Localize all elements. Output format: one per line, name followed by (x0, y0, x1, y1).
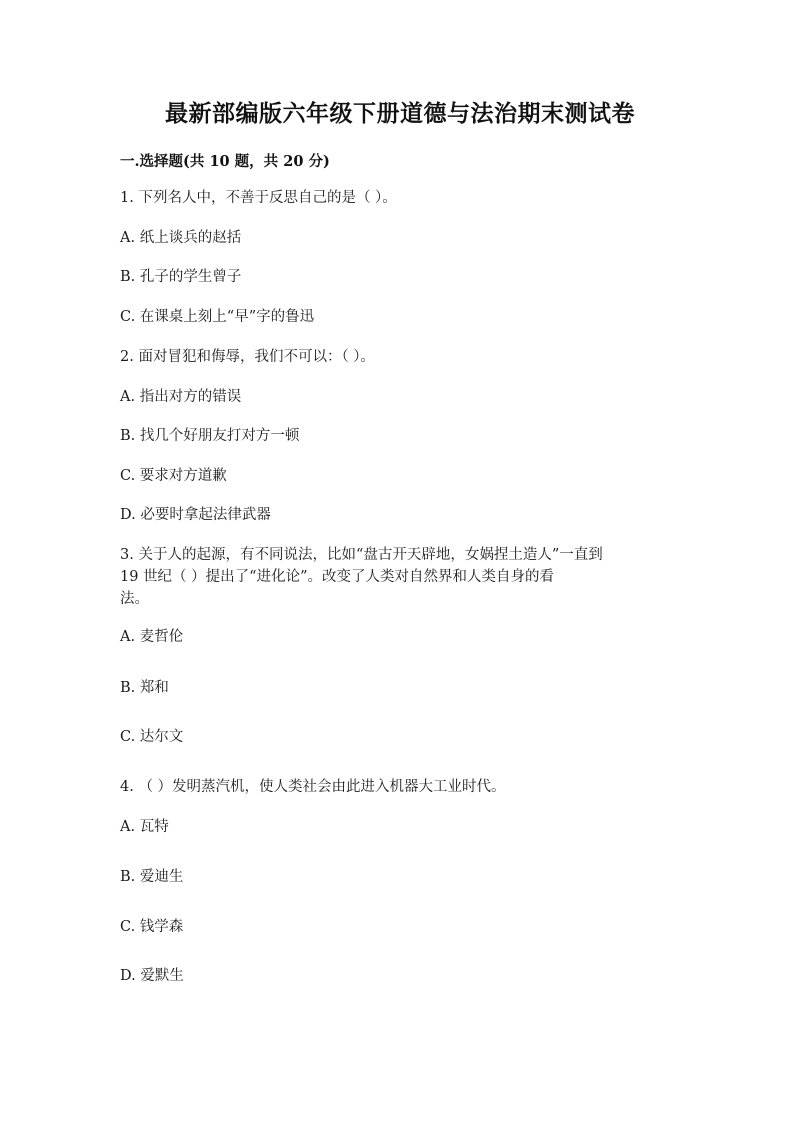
question-2-option-a: A. 指出对方的错误 (120, 389, 242, 405)
question-4-option-d: D. 爱默生 (120, 968, 184, 984)
question-3-option-b: B. 郑和 (120, 680, 169, 696)
question-1-stem: 1. 下列名人中，不善于反思自己的是（ ）。 (120, 190, 397, 206)
question-4-option-a: A. 瓦特 (120, 819, 169, 835)
question-2-option-b: B. 找几个好朋友打对方一顿 (120, 428, 300, 444)
question-3-option-a: A. 麦哲伦 (120, 629, 184, 645)
question-4-option-b: B. 爱迪生 (120, 869, 184, 885)
question-2-option-d: D. 必要时拿起法律武器 (120, 507, 271, 523)
question-1-option-c: C. 在课桌上刻上“早”字的鲁迅 (120, 309, 315, 325)
page-title: 最新部编版六年级下册道德与法治期末测试卷 (165, 100, 635, 127)
question-3-stem-line-1: 3. 关于人的起源，有不同说法，比如“盘古开天辟地，女娲捏土造人”一直到 (120, 547, 603, 563)
question-3-stem-line-2: 19 世纪（ ）提出了“进化论”。改变了人类对自然界和人类自身的看 (120, 569, 554, 585)
question-2-stem: 2. 面对冒犯和侮辱，我们不可以：（ ）。 (120, 349, 376, 365)
question-2-option-c: C. 要求对方道歉 (120, 468, 227, 484)
question-3-option-c: C. 达尔文 (120, 729, 184, 745)
section-header: 一.选择题(共 10 题，共 20 分) (120, 153, 330, 170)
question-3-stem-line-3: 法。 (120, 591, 149, 607)
question-1-option-b: B. 孔子的学生曾子 (120, 269, 242, 285)
question-1-option-a: A. 纸上谈兵的赵括 (120, 230, 242, 246)
question-4-option-c: C. 钱学森 (120, 919, 184, 935)
question-4-stem: 4. （ ）发明蒸汽机，使人类社会由此进入机器大工业时代。 (120, 779, 506, 795)
